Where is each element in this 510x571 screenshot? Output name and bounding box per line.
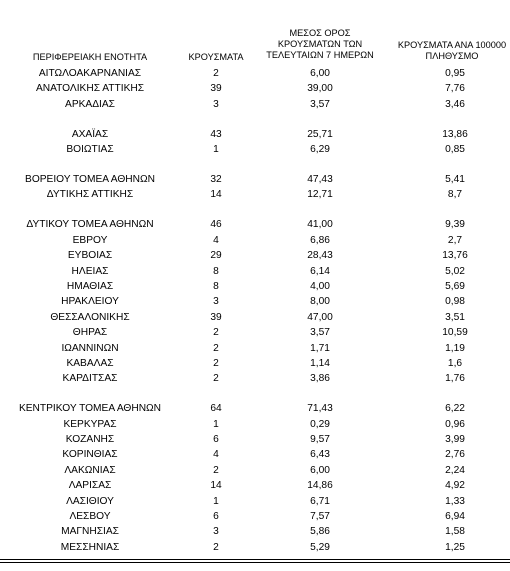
cell-region: ΚΕΡΚΥΡΑΣ	[63, 418, 117, 430]
cell-region: ΛΑΣΙΘΙΟΥ	[66, 495, 114, 507]
cell-avg7: 39,00	[307, 83, 333, 95]
bottom-rule	[0, 562, 510, 563]
cell-cases: 32	[210, 174, 222, 185]
cell-region: ΛΑΚΩΝΙΑΣ	[64, 464, 116, 476]
cell-cases: 2	[213, 68, 219, 79]
header-per100k	[398, 40, 506, 62]
cell-per100k: 5,02	[445, 265, 465, 277]
cell-cases: 2	[213, 373, 219, 385]
cell-avg7: 0,29	[310, 418, 330, 430]
cell-per100k: 0,96	[445, 418, 465, 430]
cell-region: ΚΕΝΤΡΙΚΟΥ ΤΟΜΕΑ ΑΘΗΝΩΝ	[18, 403, 162, 415]
cell-region: ΒΟΡΕΙΟΥ ΤΟΜΕΑ ΑΘΗΝΩΝ	[25, 174, 155, 185]
cell-per100k: 2,7	[447, 234, 463, 246]
cell-region: ΕΒΡΟΥ	[72, 234, 108, 246]
cell-avg7: 8,00	[310, 296, 330, 308]
cell-avg7: 6,29	[310, 144, 330, 156]
cell-region: ΑΙΤΩΛΟΑΚΑΡΝΑΝΙΑΣ	[38, 68, 142, 79]
cell-avg7: 6,00	[310, 464, 330, 476]
cell-avg7: 7,57	[310, 511, 330, 522]
cell-avg7: 6,71	[310, 495, 330, 507]
cell-region: ΔΥΤΙΚΗΣ ΑΤΤΙΚΗΣ	[46, 189, 134, 201]
cell-per100k: 1,25	[445, 541, 465, 553]
cell-avg7: 28,43	[307, 250, 333, 262]
cell-avg7: 3,57	[310, 98, 330, 110]
cell-per100k: 3,51	[445, 311, 465, 323]
cell-region: ΕΥΒΟΙΑΣ	[67, 250, 113, 262]
cell-avg7: 4,00	[310, 280, 330, 292]
cell-region: ΑΧΑΪΑΣ	[71, 128, 109, 140]
cell-cases: 1	[213, 418, 219, 430]
cell-region: ΑΝΑΤΟΛΙΚΗΣ ΑΤΤΙΚΗΣ	[35, 83, 145, 95]
cell-avg7: 71,43	[307, 403, 333, 415]
cell-per100k: 5,41	[445, 174, 465, 185]
cell-per100k: 0,95	[445, 68, 465, 79]
cell-region: ΚΟΖΑΝΗΣ	[65, 434, 115, 445]
cell-avg7: 6,14	[310, 265, 330, 277]
cell-cases: 14	[210, 189, 222, 201]
cell-avg7: 25,71	[307, 128, 333, 140]
cell-region: ΘΕΣΣΑΛΟΝΙΚΗΣ	[50, 311, 130, 323]
cell-region: ΗΛΕΙΑΣ	[71, 265, 109, 277]
cell-cases: 6	[213, 511, 219, 522]
header-per100k-line: ΚΡΟΥΣΜΑΤΑ ΑΝΑ 100000	[397, 40, 507, 50]
cell-region: ΜΑΓΝΗΣΙΑΣ	[61, 526, 119, 538]
cell-cases: 2	[213, 327, 219, 339]
cell-cases: 64	[210, 403, 222, 415]
cell-cases: 3	[213, 296, 219, 308]
cell-avg7: 47,43	[307, 174, 333, 185]
cell-per100k: 13,76	[442, 250, 468, 262]
cell-per100k: 1,33	[445, 495, 465, 507]
cell-region: ΚΑΡΔΙΤΣΑΣ	[62, 373, 118, 385]
cell-per100k: 4,92	[445, 480, 465, 492]
header-avg7	[266, 28, 374, 61]
cell-region: ΛΑΡΙΣΑΣ	[68, 480, 112, 492]
cell-per100k: 2,76	[445, 449, 465, 461]
header-avg7-line: ΚΡΟΥΣΜΑΤΩΝ ΤΩΝ	[277, 39, 363, 49]
cell-avg7: 47,00	[307, 311, 333, 323]
bottom-rule	[0, 559, 510, 560]
cell-per100k: 1,76	[445, 373, 465, 385]
cell-per100k: 0,98	[445, 296, 465, 308]
cell-cases: 39	[210, 83, 222, 95]
cell-cases: 43	[210, 128, 222, 140]
cell-per100k: 5,69	[445, 280, 465, 292]
cell-avg7: 41,00	[307, 219, 333, 231]
cell-avg7: 1,14	[310, 357, 330, 369]
cell-region: ΗΡΑΚΛΕΙΟΥ	[61, 296, 119, 308]
cell-cases: 2	[213, 342, 219, 354]
header-avg7-line: ΜΕΣΟΣ ΟΡΟΣ	[289, 28, 351, 38]
cell-cases: 3	[213, 526, 219, 538]
cell-avg7: 14,86	[307, 480, 333, 492]
cell-cases: 8	[213, 280, 219, 292]
cell-cases: 29	[210, 250, 222, 262]
cell-region: ΑΡΚΑΔΙΑΣ	[65, 98, 115, 110]
cell-per100k: 1,6	[447, 357, 463, 369]
header-avg7-line: ΤΕΛΕΥΤΑΙΩΝ 7 ΗΜΕΡΩΝ	[266, 50, 374, 60]
cell-per100k: 10,59	[442, 327, 468, 339]
cell-avg7: 6,00	[310, 68, 330, 79]
cell-avg7: 6,43	[310, 449, 330, 461]
cell-per100k: 9,39	[445, 219, 465, 231]
cell-cases: 39	[210, 311, 222, 323]
cell-per100k: 8,7	[447, 189, 463, 201]
header-per100k-line: ΠΛΗΘΥΣΜΟ	[425, 51, 479, 61]
cell-cases: 4	[213, 234, 219, 246]
cell-avg7: 6,86	[310, 234, 330, 246]
cell-cases: 4	[213, 449, 219, 461]
cell-per100k: 6,22	[445, 403, 465, 415]
cell-avg7: 3,57	[310, 327, 330, 339]
cell-cases: 1	[213, 144, 219, 156]
cell-per100k: 1,19	[445, 342, 465, 354]
cell-per100k: 1,58	[445, 526, 465, 538]
cell-cases: 2	[213, 464, 219, 476]
cell-cases: 3	[213, 98, 219, 110]
cell-cases: 1	[213, 495, 219, 507]
cell-avg7: 9,57	[310, 434, 330, 445]
cell-per100k: 0,85	[445, 144, 465, 156]
cell-cases: 8	[213, 265, 219, 277]
cell-region: ΜΕΣΣΗΝΙΑΣ	[60, 541, 120, 553]
cell-region: ΚΑΒΑΛΑΣ	[66, 357, 114, 369]
header-cases: ΚΡΟΥΣΜΑΤΑ	[188, 52, 244, 62]
cell-cases: 14	[210, 480, 222, 492]
cell-avg7: 1,71	[310, 342, 330, 354]
cell-region: ΚΟΡΙΝΘΙΑΣ	[62, 449, 118, 461]
cell-cases: 2	[213, 541, 219, 553]
cell-per100k: 6,94	[445, 511, 465, 522]
cell-per100k: 7,76	[445, 83, 465, 95]
header-region: ΠΕΡΙΦΕΡΕΙΑΚΗ ΕΝΟΤΗΤΑ	[32, 52, 148, 62]
cell-cases: 6	[213, 434, 219, 445]
cell-per100k: 2,24	[445, 464, 465, 476]
cell-per100k: 3,99	[445, 434, 465, 445]
cell-avg7: 12,71	[307, 189, 333, 201]
cell-avg7: 3,86	[310, 373, 330, 385]
cell-region: ΛΕΣΒΟΥ	[69, 511, 111, 522]
cell-per100k: 3,46	[445, 98, 465, 110]
cell-region: ΘΗΡΑΣ	[72, 327, 108, 339]
cell-avg7: 5,29	[310, 541, 330, 553]
cell-region: ΗΜΑΘΙΑΣ	[66, 280, 114, 292]
cell-avg7: 5,86	[310, 526, 330, 538]
cell-region: ΔΥΤΙΚΟΥ ΤΟΜΕΑ ΑΘΗΝΩΝ	[26, 219, 154, 231]
cell-cases: 46	[210, 219, 222, 231]
cell-per100k: 13,86	[442, 128, 468, 140]
cell-region: ΙΩΑΝΝΙΝΩΝ	[61, 342, 119, 354]
cell-cases: 2	[213, 357, 219, 369]
cell-region: ΒΟΙΩΤΙΑΣ	[66, 144, 114, 156]
